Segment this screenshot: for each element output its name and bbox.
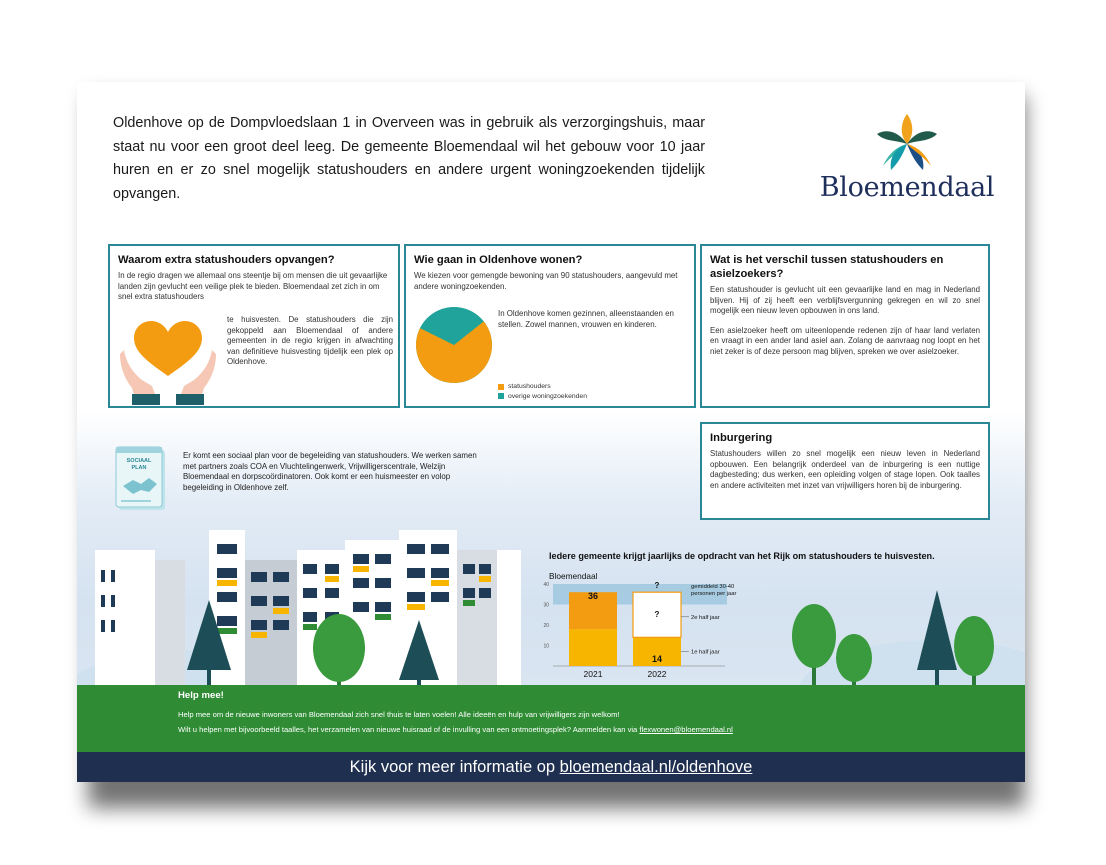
- logo-text: Bloemendaal: [819, 172, 995, 203]
- card-why-p2: te huisvesten. De statushouders die zijn gekoppeld aan Bloemendaal of andere gemeenten in de regio krijgen in afwachting van definitieve huisvesting tijdelijk een plek op Oldenhove.: [227, 315, 393, 367]
- legend-swatch: [498, 384, 504, 390]
- chart-city-label: Bloemendaal: [549, 571, 598, 581]
- flower-logo-icon: [817, 110, 997, 174]
- bar-2021-total-label: 36: [587, 591, 599, 602]
- card-why: [108, 244, 400, 408]
- poster: [77, 82, 1025, 782]
- footer-link[interactable]: bloemendaal.nl/oldenhove: [559, 758, 753, 776]
- chart-title: Iedere gemeente krijgt jaarlijks de opdracht van het Rijk om statushouders te huisvesten.: [549, 551, 935, 561]
- social-plan-text: Er komt een sociaal plan voor de begeleiding van statushouders. We werken samen met partners zoals COA en Vluchtelingenwerk, Vrijwilligerscentrale, Welzijn Bloemendaal en dorpscoördinatoren. Ook komt er een huismeester en volop begeleiding in Oldenhove zelf.: [183, 451, 477, 493]
- help-line-1: Help mee om de nieuwe inwoners van Bloemendaal zich snel thuis te laten voelen! Alle ideeën en hulp van vrijwilligers zijn welkom!: [178, 710, 620, 719]
- card-difference-p2: Een asielzoeker heeft om uiteenlopende redenen zijn of haar land verlaten en vraagt in een ander land asiel aan. Zolang de aanvraag nog loopt en het niet zeker is of deze persoon mag blijven, spreken we over asielzoeker.: [710, 325, 980, 356]
- doc-label-1: SOCIAAL: [126, 458, 152, 464]
- pie-legend: [498, 382, 587, 401]
- bar-2021-first-half: [569, 629, 617, 666]
- bar-2022-first-half-label: 14: [651, 654, 663, 664]
- bar-2022-second-half-label: ?: [654, 609, 660, 619]
- help-line-2: [178, 725, 733, 734]
- card-why-title: Waarom extra statushouders opvangen?: [118, 254, 335, 266]
- heart-hands-icon: [118, 310, 218, 405]
- y-tick-label: 30: [543, 602, 549, 609]
- card-inburgering-p1: Statushouders willen zo snel mogelijk een nieuw leven in Nederland opbouwen. Een belangrijk onderdeel van de inburgering is een nuttige dagbesteding; dus werken, een opleiding volgen of stage lopen. Ook taalles en andere activiteiten met inzet van vrijwilligers horen bij de inburgering.: [710, 449, 980, 490]
- legend-item: [498, 392, 587, 402]
- bar-chart: [529, 582, 829, 682]
- legend-swatch: [498, 393, 504, 399]
- card-who-p1: We kiezen voor gemengde bewoning van 90 statushouders, aangevuld met andere woningzoekenden.: [414, 271, 678, 291]
- second-half-label: 2e half jaar: [691, 614, 720, 621]
- card-why-p1: In de regio dragen we allemaal ons steentje bij om mensen die uit gevaarlijke landen zijn gevlucht een veilige plek te bieden. Bloemendaal zet zich in om snel extra statushouders: [118, 271, 388, 302]
- y-tick-label: 20: [543, 623, 549, 629]
- bar-2022-total-label: ?: [654, 582, 660, 591]
- card-who: [404, 244, 696, 408]
- card-difference-title: Wat is het verschil tussen statushouders en asielzoekers?: [710, 254, 944, 280]
- bloemendaal-logo: [817, 110, 997, 210]
- x-tick-label: 2022: [647, 669, 667, 679]
- help-line-2-text: Wilt u helpen met bijvoorbeeld taalles, het verzamelen van nieuwe huisraad of de invulling van een ontmoetingsplek? Aanmelden kan via: [178, 725, 638, 734]
- legend-label: statushouders: [508, 383, 551, 390]
- footer-prefix: Kijk voor meer informatie op: [349, 758, 560, 776]
- card-inburgering: [700, 422, 990, 520]
- intro-text: Oldenhove op de Dompvloedslaan 1 in Overveen was in gebruik als verzorgingshuis, maar staat nu voor een groot deel leeg. De gemeente Bloemendaal wil het gebouw voor 10 jaar huren en er zo snel mogelijk statushouders en andere urgent woningzoekenden tijdelijk opvangen.: [113, 115, 705, 202]
- social-plan-document-icon: [113, 444, 171, 514]
- band-label-1: gemiddeld 30-40: [691, 584, 735, 591]
- y-tick-label: 10: [543, 643, 549, 650]
- help-title: Help mee!: [178, 690, 224, 701]
- card-difference: [700, 244, 990, 408]
- legend-item: [498, 382, 587, 392]
- x-tick-label: 2021: [583, 669, 603, 679]
- first-half-label: 1e half jaar: [691, 649, 720, 656]
- card-difference-p1: Een statushouder is gevlucht uit een gevaarlijke land en mag in Nederland blijven. Hij of zij heeft een verblijfsvergunning gekregen en wil zo snel mogelijk een nieuw leven opbouwen in ons land.: [710, 285, 980, 316]
- legend-label: overige woningzoekenden: [508, 392, 587, 400]
- card-who-p2: In Oldenhove komen gezinnen, alleenstaanden en stellen. Zowel mannen, vrouwen en kinderen.: [498, 309, 674, 329]
- card-inburgering-title: Inburgering: [710, 432, 773, 444]
- footer-bar: [77, 752, 1025, 782]
- y-tick-label: 40: [543, 582, 549, 588]
- band-label-2: personen per jaar: [691, 591, 737, 598]
- help-email-link[interactable]: flexwonen@bloemendaal.nl: [639, 725, 733, 734]
- pie-chart: [414, 305, 494, 385]
- card-who-title: Wie gaan in Oldenhove wonen?: [414, 254, 583, 266]
- doc-label-2: PLAN: [131, 465, 147, 471]
